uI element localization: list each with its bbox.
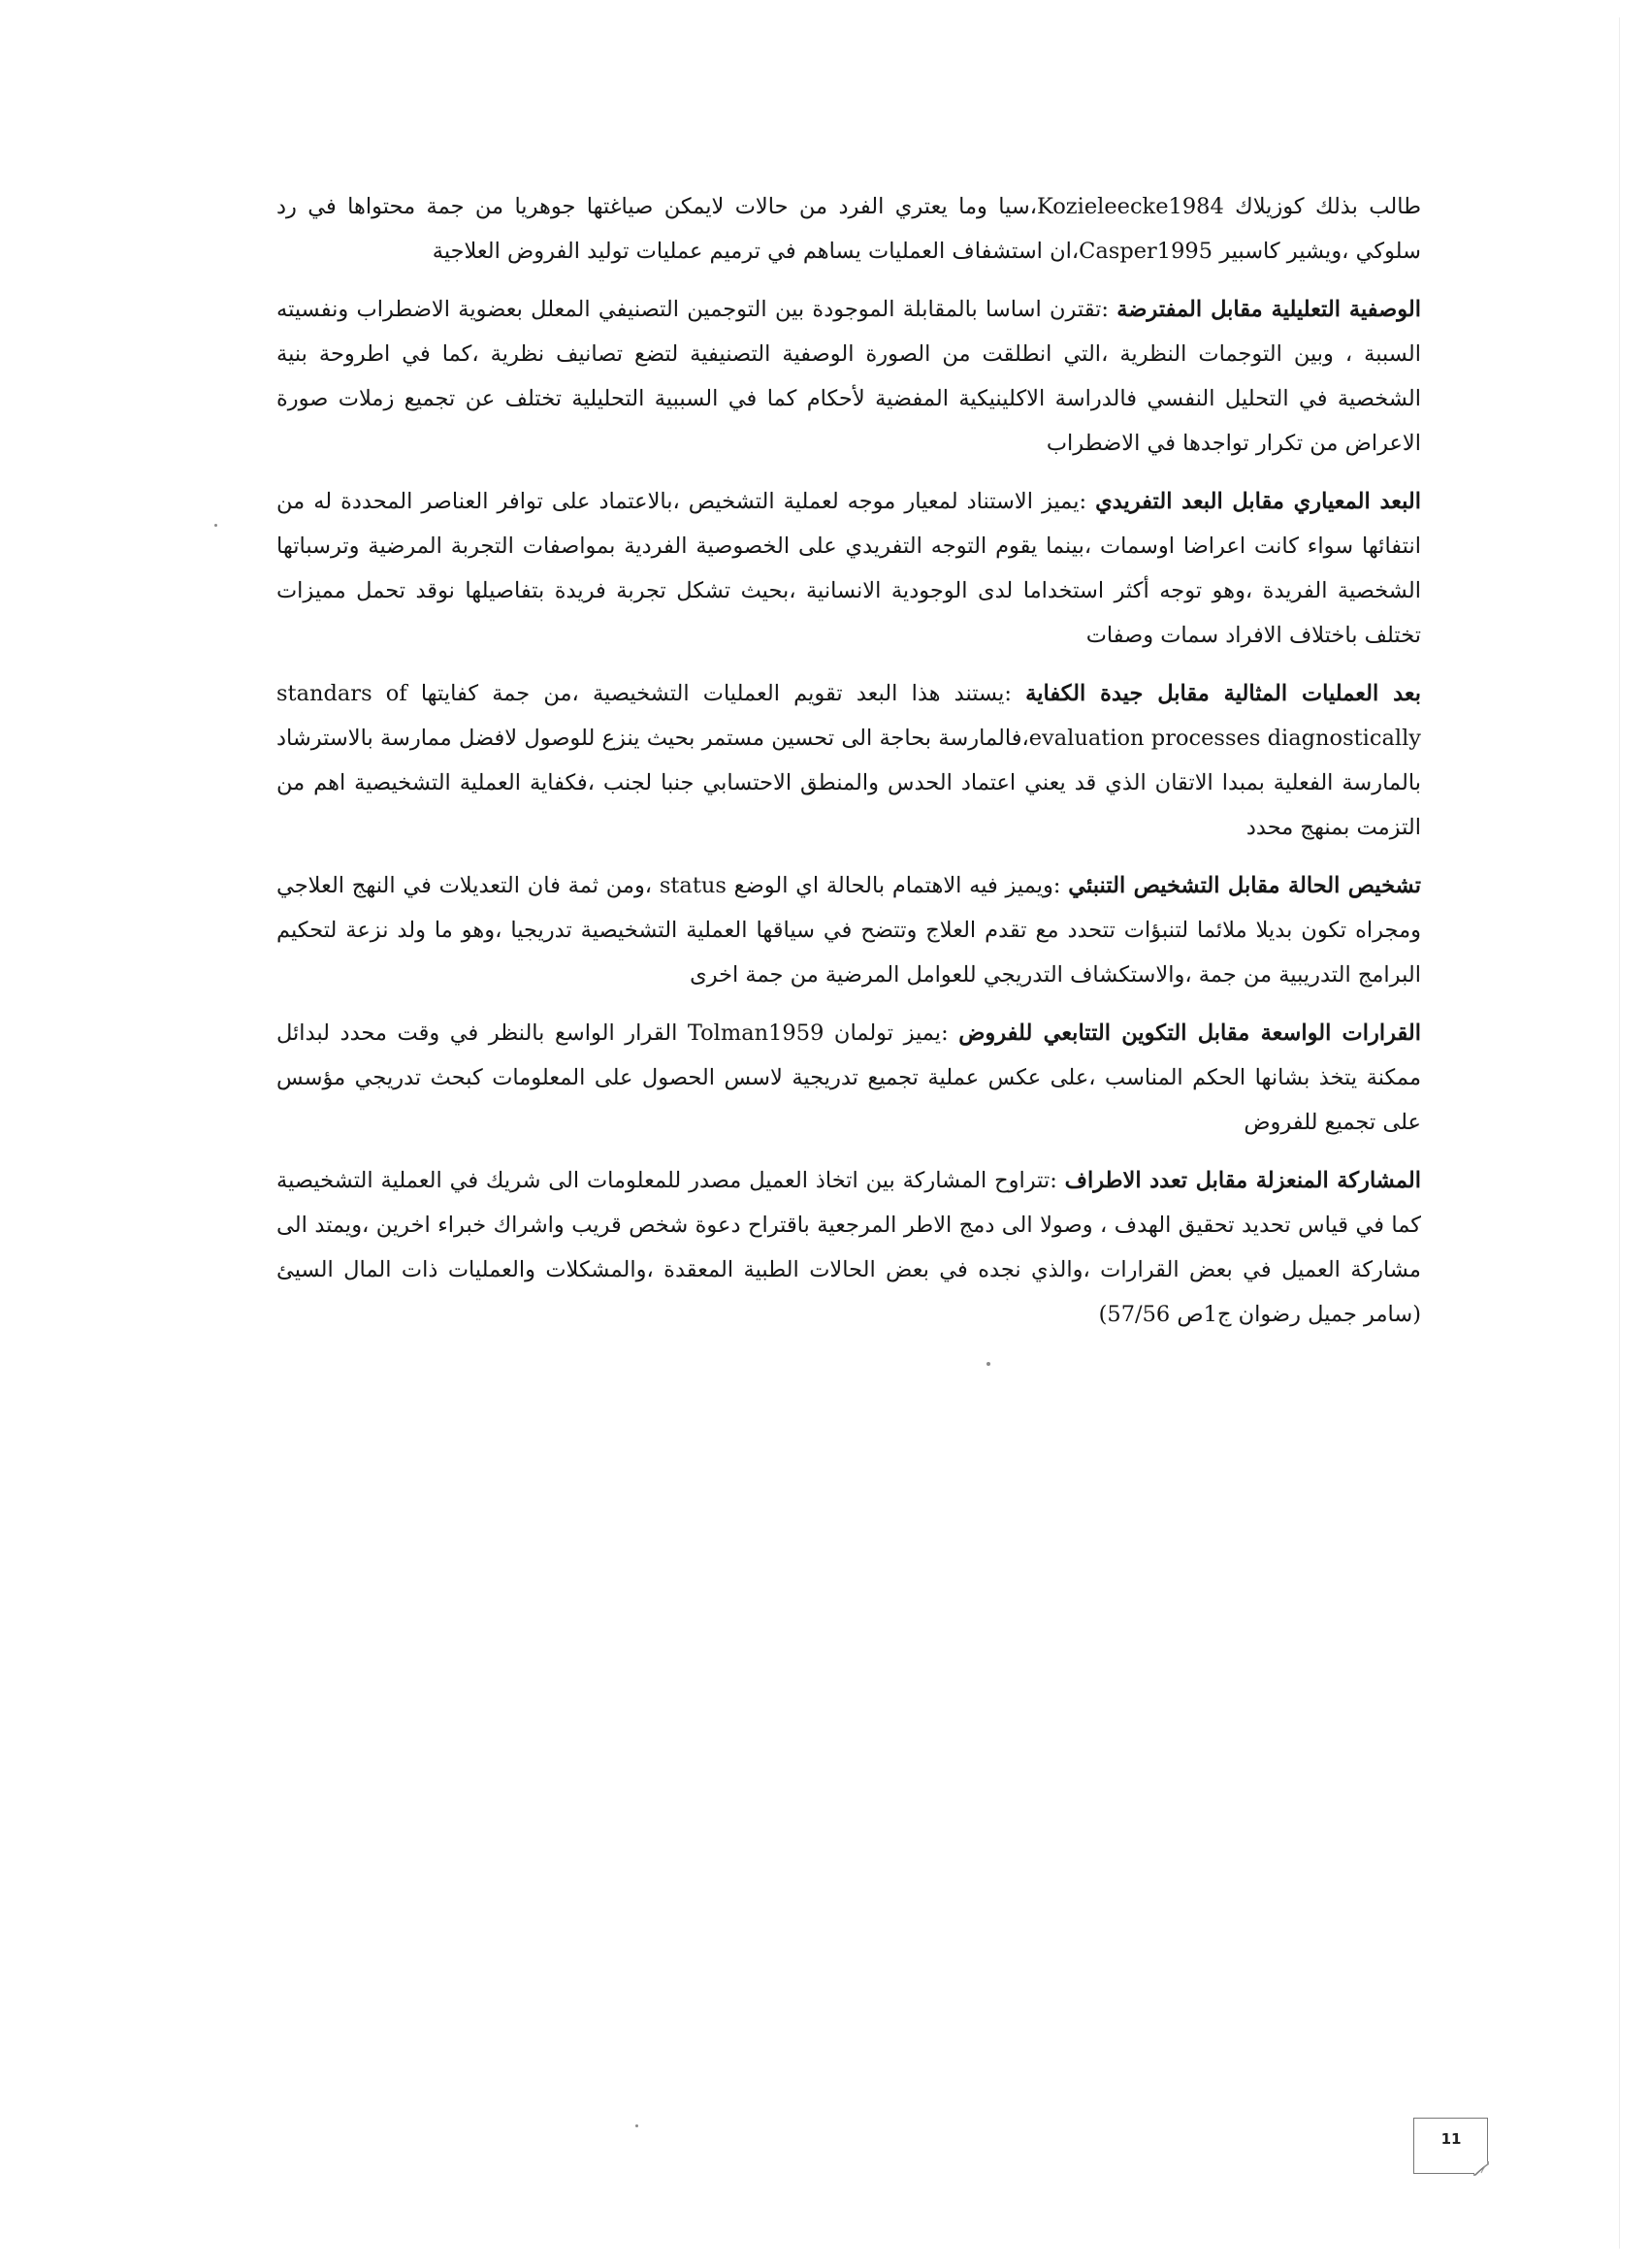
box-edge [1414,2173,1474,2175]
paragraph-text: :تتراوح المشاركة بين اتخاذ العميل مصدر للمعلومات الى شريك في العملية التشخيصية كما في قياس تحديد تحقيق الهدف ، وصولا الى دمج الاطر المرجعية باقتراح دعوة شخص قريب واشراك خبراء اخرين ،ويمتد الى مشاركة العميل في بعض القرارات ،والذي نجده في بعض الحالات الطبية المعقدة ،والمشكلات والعمليات ذات المال السيئ (سامر جميل رضوان ج1ص 57/56) [276,1168,1421,1327]
paragraph-ideal-vs-good-enough [276,671,1421,850]
paragraph-broad-vs-sequential [276,1011,1421,1145]
paragraph-isolated-vs-multi-party [276,1158,1421,1337]
document-body [276,184,1421,1350]
scan-speck [635,2124,638,2127]
paragraph-heading: القرارات الواسعة مقابل التكوين التتابعي للفروض [958,1021,1421,1046]
paragraph-intro [276,184,1421,274]
paragraph-text: :تقترن اساسا بالمقابلة الموجودة بين التوجمين التصنيفي المعلل بعضوية الاضطراب ونفسيته السببة ، وبين التوجمات النظرية ،التي انطلقت من الصورة الوصفية التصنيفية لتضع تصانيف نظرية ،كما في اطروحة بنية الشخصية في التحليل النفسي فالدراسة الاكلينيكية المفضية لأحكام كما في السببية التحليلية تختلف عن تجميع زملات صورة الاعراض من تكرار تواجدها في الاضطراب [276,297,1421,456]
paragraph-heading: الوصفية التعليلية مقابل المفترضة [1116,297,1421,322]
scan-speck [214,524,217,527]
paragraph-status-vs-predictive [276,863,1421,997]
page-number: 11 [1440,2130,1462,2148]
paragraph-text: :يميز الاستناد لمعيار موجه لعملية التشخيص ،بالاعتماد على توافر العناصر المحددة له من انتفائها سواء كانت اعراضا اوسمات ،بينما يقوم التوجه التفريدي على الخصوصية الفردية بمواصفات التجربة المرضية وترسباتها الشخصية الفريدة ،وهو توجه أكثر استخداما لدى الوجودية الانسانية ،بحيث تشكل تجربة فريدة بتفاصيلها نوقد تحمل مميزات تختلف باختلاف الافراد سمات وصفات [276,489,1421,648]
page-curl-icon [1472,2160,1490,2176]
paragraph-text: :ويميز فيه الاهتمام بالحالة اي الوضع status ،ومن ثمة فان التعديلات في النهج العلاجي ومجراه تكون بديلا ملائما لتنبؤات تتحدد مع تقدم العلاج وتتضح في سياقها العملية التشخيصية تدريجيا ،وهو ما ولد نزعة لتحكيم البرامج التدريبية من جمة ،والاستكشاف التدريجي للعوامل المرضية من جمة اخرى [276,873,1421,988]
paragraph-descriptive-vs-hypothetical [276,287,1421,466]
paragraph-normative-vs-individual [276,479,1421,658]
scan-speck [986,1362,990,1366]
page-number-box [1413,2118,1488,2174]
paragraph-heading: البعد المعياري مقابل البعد التفريدي [1095,489,1422,514]
paragraph-heading: بعد العمليات المثالية مقابل جيدة الكفاية [1025,681,1421,706]
paragraph-text: :يستند هذا البعد تقويم العمليات التشخيصية ،من جمة كفايتها standars of evaluation processes diagnostically،فالمارسة بحاجة الى تحسين مستمر بحيث ينزع للوصول لافضل ممارسة بالاسترشاد بالمارسة الفعلية بمبدا الاتقان الذي قد يعني اعتماد الحدس والمنطق الاحتسابي جنبا لجنب ،فكفاية العملية التشخيصية اهم من التزمت بمنهج محدد [276,681,1421,840]
paragraph-heading: تشخيص الحالة مقابل التشخيص التنبئي [1068,873,1422,898]
page-edge [1619,17,1620,2249]
paragraph-text: :يميز تولمان Tolman1959 القرار الواسع بالنظر في وقت محدد لبدائل ممكنة يتخذ بشانها الحكم المناسب ،على عكس عملية تجميع تدريجية لاسس الحصول على المعلومات كبحث تدريجي مؤسس على تجميع للفروض [276,1021,1421,1135]
paragraph-text: طالب بذلك كوزيلاك Kozieleecke1984،سيا وما يعتري الفرد من حالات لايمكن صياغتها جوهريا من جمة محتواها في رد سلوكي ،ويشير كاسبير Casper1995،ان استشفاف العمليات يساهم في ترميم عمليات توليد الفروض العلاجية [276,194,1421,264]
paragraph-heading: المشاركة المنعزلة مقابل تعدد الاطراف [1064,1168,1421,1193]
